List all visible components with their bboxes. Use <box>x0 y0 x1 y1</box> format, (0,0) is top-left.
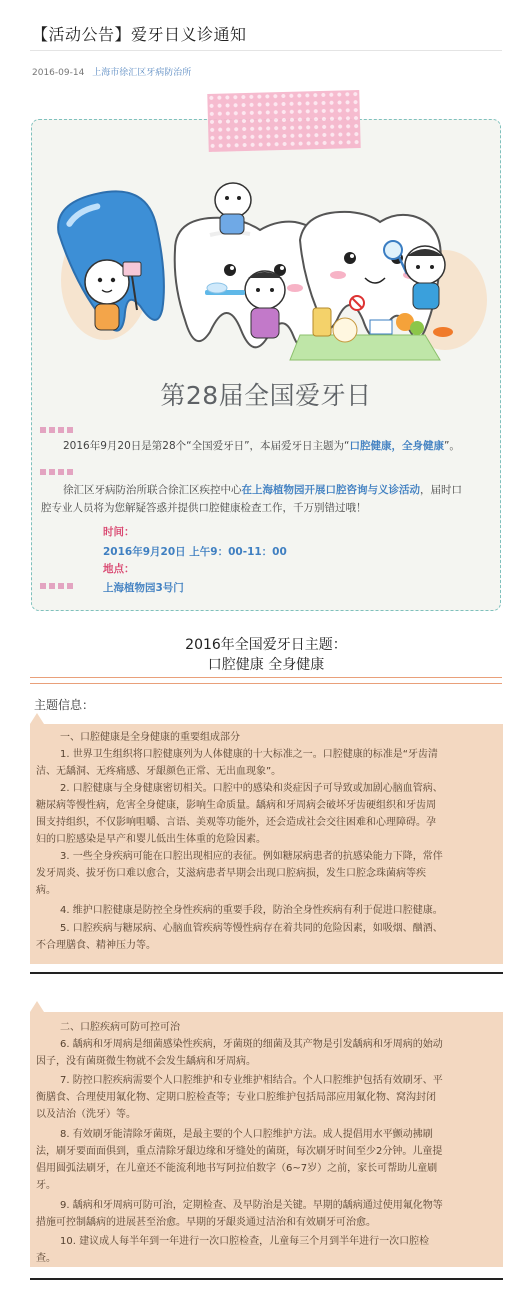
box1-line: 病。 <box>36 885 56 896</box>
intro-text-end: ”。 <box>443 440 460 452</box>
box1-line: 糖尿病等慢性病，危害全身健康，影响生命质量。龋病和牙周病会破坏牙齿硬组织和牙齿周 <box>36 800 436 811</box>
orange-divider <box>30 677 502 678</box>
decorative-dots <box>40 469 80 475</box>
box1-line: 3. 一些全身疾病可能在口腔出现相应的表征。例如糖尿病患者的抗感染能力下降，常伴 <box>60 851 443 862</box>
box2-line: 因子，没有菌斑微生物就不会发生龋病和牙周病。 <box>36 1056 256 1067</box>
box2-line: 7. 防控口腔疾病需要个人口腔维护和专业维护相结合。个人口腔维护包括有效刷牙、平 <box>60 1075 443 1086</box>
box2-line: 查。 <box>36 1253 56 1264</box>
box1-line: 不合理膳食、精神压力等。 <box>36 940 156 951</box>
box2-line: 牙。 <box>36 1180 56 1191</box>
box1-line: 洁、无龋洞、无疼痛感、牙龈颜色正常、无出血现象”。 <box>36 766 282 777</box>
title-divider <box>30 50 502 51</box>
box1-line: 4. 维护口腔健康是防控全身性疾病的重要手段，防治全身性疾病有利于促进口腔健康。 <box>60 905 443 916</box>
box2-line: 6. 龋病和牙周病是细菌感染性疾病，牙菌斑的细菌及其产物是引发龋病和牙周病的始动 <box>60 1039 443 1050</box>
box2-line: 以及洁治（洗牙）等。 <box>36 1109 136 1120</box>
box1-line: 5. 口腔疾病与糖尿病、心脑血管疾病等慢性病存在着共同的危险因素，如吸烟、酗酒、 <box>60 923 443 934</box>
box2-line: 法，刷牙要面面俱到，重点清除牙龈边缘和牙缝处的菌斑，每次刷牙时间至少2分钟。儿童提 <box>36 1146 443 1157</box>
info-section-title: 主题信息： <box>34 698 95 712</box>
box2-line: 8. 有效刷牙能清除牙菌斑，是最主要的个人口腔维护方法。成人提倡用水平颤动拂刷 <box>60 1129 433 1140</box>
info-box-1 <box>30 724 503 964</box>
source-link[interactable]: 上海市徐汇区牙病防治所 <box>92 68 192 78</box>
poster-headline: 第28届全国爱牙日 <box>160 381 372 410</box>
box2-line: 衡膳食、合理使用氟化物、定期口腔检查等；专业口腔维护包括局部应用氟化物、窝沟封闭 <box>36 1092 436 1103</box>
intro-theme-highlight: 口腔健康，全身健康 <box>349 440 444 452</box>
orange-divider <box>30 683 502 684</box>
intro-text: 2016年9月20日是第28个“全国爱牙日”，本届爱牙日主题为“ <box>63 440 350 452</box>
article-meta <box>32 65 191 78</box>
place-label: 地点： <box>103 563 135 575</box>
place-value: 上海植物园3号门 <box>103 582 184 594</box>
box2-line: 10. 建议成人每半年到一年进行一次口腔检查，儿童每三个月到半年进行一次口腔检 <box>60 1236 430 1247</box>
box1-line: 妇的口腔感染是早产和婴儿低出生体重的危险因素。 <box>36 834 266 845</box>
desc-text-end: ，届时口 <box>420 484 462 496</box>
box1-line: 发牙周炎、拔牙伤口难以愈合，艾滋病患者早期会出现口腔病损，发生口腔念珠菌病等疾 <box>36 868 426 879</box>
box-notch <box>30 1001 44 1012</box>
box2-line: 9. 龋病和牙周病可防可治，定期检查、及早防治是关键。早期的龋病通过使用氟化物等 <box>60 1200 443 1211</box>
decorative-dots <box>40 427 80 433</box>
desc-highlight: 在上海植物园开展口腔咨询与义诊活动 <box>241 484 420 496</box>
theme-subheading: 口腔健康 全身健康 <box>207 657 325 673</box>
box1-line: 2. 口腔健康与全身健康密切相关。口腔中的感染和炎症因子可导致或加剧心脑血管病、 <box>60 783 443 794</box>
decorative-dots <box>40 583 80 589</box>
teeth-cartoon-illustration <box>45 170 490 365</box>
time-value: 2016年9月20日 上午9：00-11：00 <box>103 546 287 558</box>
box1-heading: 一、口腔健康是全身健康的重要组成部分 <box>60 732 240 743</box>
poster-intro <box>63 437 460 455</box>
box2-heading: 二、口腔疾病可防可控可治 <box>60 1022 180 1033</box>
section-divider <box>30 1278 503 1280</box>
desc-text: 徐汇区牙病防治所联合徐汇区疾控中心 <box>63 484 242 496</box>
theme-heading: 2016年全国爱牙日主题： <box>185 637 347 653</box>
box1-line: 围支持组织，不仅影响咀嚼、言语、美观等功能外，还会造成社会交往困难和心理障碍。孕 <box>36 817 436 828</box>
box1-line: 1. 世界卫生组织将口腔健康列为人体健康的十大标准之一。口腔健康的标准是“牙齿清 <box>60 749 438 760</box>
article-title: 【活动公告】爱牙日义诊通知 <box>32 25 247 44</box>
box-notch <box>30 713 44 724</box>
info-box-2 <box>30 1012 503 1267</box>
box2-line: 措施可控制龋病的进展甚至治愈。早期的牙龈炎通过洁治和有效刷牙可治愈。 <box>36 1217 376 1228</box>
poster-desc-line2: 腔专业人员将为您解疑答惑并提供口腔健康检查工作，千万别错过哦！ <box>41 502 367 514</box>
box2-line: 倡用圆弧法刷牙，在儿童还不能流利地书写阿拉伯数字（6~7岁）之前，家长可帮助儿童刷 <box>36 1163 438 1174</box>
time-label: 时间： <box>103 526 135 538</box>
section-divider <box>30 972 503 974</box>
decorative-tape <box>207 90 360 152</box>
poster-desc-line1 <box>63 481 462 499</box>
publish-date: 2016-09-14 <box>32 68 85 78</box>
